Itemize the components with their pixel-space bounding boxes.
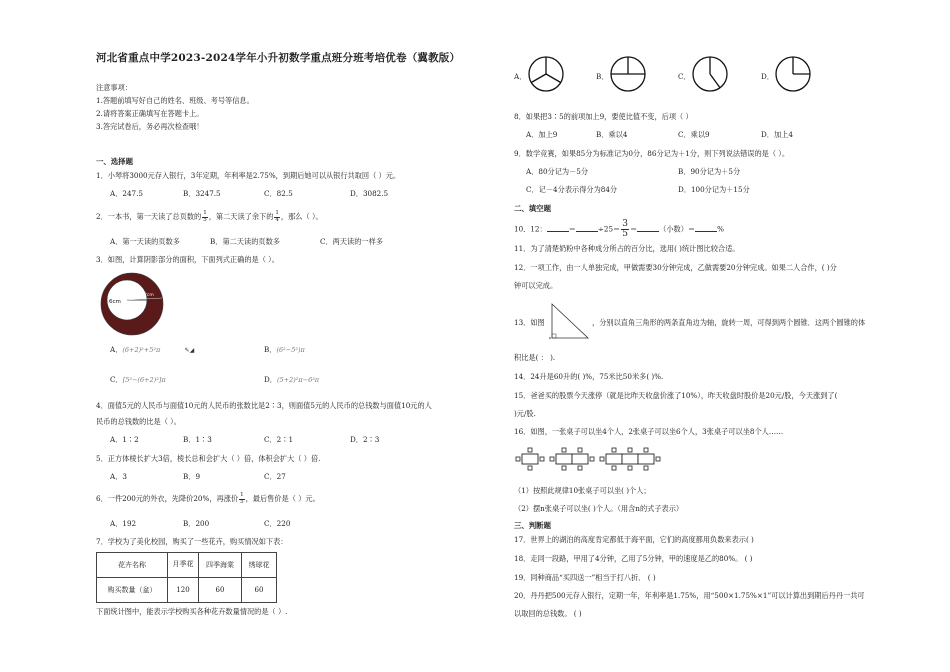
- question-2: 2．一本书，第一天读了总页数的 $\frac{1}{5}$ ，第二天读了余下的 $\frac{1}{4}$ ，那么（ ）。: [96, 210, 323, 223]
- chair-shape: [528, 448, 532, 452]
- pie-option-c: [692, 56, 728, 92]
- question-13-pre: 13．如图: [514, 318, 545, 327]
- q7-option-a[interactable]: A．: [514, 72, 527, 81]
- right-triangle-figure: [548, 300, 592, 342]
- question-3: 3．如图，计算阴影部分的面积，下面列式正确的是（ ）。: [96, 255, 279, 264]
- table-shape: [522, 454, 538, 464]
- note-item: 3.答完试卷后，务必再次检查哦！: [96, 122, 204, 131]
- table-header: 月季花: [168, 553, 199, 578]
- question-17: 17．世界上的湖泊的高度肯定都低于海平面，它们的高度都用负数来表示( ): [514, 535, 754, 544]
- q7-option-b[interactable]: B．: [596, 72, 609, 81]
- question-16: 16．如图，一张桌子可以坐4个人，2张桌子可以坐6个人，3张桌子可以坐8个人……: [514, 427, 784, 436]
- section-judge: 三、判断题: [514, 521, 551, 530]
- table-row: [97, 553, 277, 578]
- figure-label-6cm: 6cm: [109, 299, 121, 305]
- answer-blank[interactable]: [695, 231, 717, 232]
- answer-blank[interactable]: [576, 231, 598, 232]
- question-20-cont: 以取回的总钱数。 ( ): [514, 609, 582, 618]
- table-cell: 120: [168, 578, 199, 603]
- q3-option-a[interactable]: A．(6+2)²+5²π ✎◢: [110, 345, 195, 354]
- chair-shape: [644, 466, 648, 470]
- table-shape: [606, 454, 622, 464]
- q7-option-c[interactable]: C．: [678, 72, 691, 81]
- page-title: 河北省重点中学2023-2024学年小升初数学重点班分班考培优卷（冀教版）: [96, 52, 461, 64]
- fraction: $\frac{1}{5}$: [240, 492, 244, 505]
- q1-option-b[interactable]: B．3247.5: [183, 189, 221, 198]
- table-header: 四季海棠: [199, 553, 242, 578]
- q5-option-c[interactable]: C．27: [264, 472, 286, 481]
- question-5: 5．正方体棱长扩大3倍，棱长总和会扩大（ ）倍，体积会扩大（ ）倍.: [96, 454, 321, 463]
- table-shape: [622, 454, 638, 464]
- q6-option-a[interactable]: A．192: [110, 519, 137, 528]
- question-11: 11．为了清楚奶粉中各种成分所占的百分比，选用( )统计图比较合适。: [514, 244, 740, 253]
- q9-option-d[interactable]: D．100分记为＋15分: [678, 185, 750, 194]
- chair-shape: [562, 448, 566, 452]
- question-14: 14．24升是60升的( )%，75米比50米多( )%.: [514, 372, 664, 381]
- table-cell: 60: [199, 578, 242, 603]
- chair-shape: [550, 457, 554, 461]
- fraction: $\frac{3}{5}$: [622, 219, 628, 239]
- pencil-icon: ✎◢: [184, 347, 195, 354]
- answer-blank[interactable]: [547, 231, 569, 232]
- math-expression: [5²−(6+2)²]π: [122, 376, 166, 384]
- q4-option-a[interactable]: A．1∶2: [110, 435, 139, 444]
- table-row-label: 购买数量（盆）: [97, 578, 168, 603]
- answer-blank[interactable]: [637, 231, 659, 232]
- question-4-cont: 民币的总钱数的比是（ ）。: [96, 417, 181, 426]
- fraction: $\frac{1}{5}$: [203, 210, 207, 223]
- question-13-cont: 积比是( ： ).: [514, 353, 556, 362]
- q2-option-b[interactable]: B．第二天读的页数多: [210, 237, 280, 246]
- question-6: 6．一件200元的外衣，先降价20%，再涨价 $\frac{1}{5}$ ，最后售价是（ ）元。: [96, 492, 320, 505]
- question-16-sub2: （2）摆n张桌子可以坐( )个人。（用含n的式子表示）: [514, 504, 684, 513]
- q4-option-d[interactable]: D．2∶3: [350, 435, 380, 444]
- q1-option-d[interactable]: D．3082.5: [350, 189, 389, 198]
- notes-heading: 注意事项：: [96, 83, 132, 92]
- pie-option-a: [528, 56, 564, 92]
- q6-option-b[interactable]: B．200: [183, 519, 210, 528]
- table-shape: [572, 454, 588, 464]
- q1-option-a[interactable]: A．247.5: [110, 189, 143, 198]
- q2-option-a[interactable]: A．第一天读的页数多: [110, 237, 180, 246]
- question-7: 7．学校为了美化校园，购买了一些花卉，购买情况如下表：: [96, 537, 288, 546]
- q8-option-d[interactable]: D．加上4: [761, 130, 793, 139]
- table-header: 绣球花: [242, 553, 277, 578]
- fraction: $\frac{1}{4}$: [275, 210, 279, 223]
- section-fill: 二、填空题: [514, 204, 551, 213]
- q6-option-c[interactable]: C．220: [264, 519, 291, 528]
- q9-option-c[interactable]: C．记－4分表示得分为84分: [526, 185, 618, 194]
- table-header: 花卉名称: [97, 553, 168, 578]
- question-13-post: ，分别以直角三角形的两条直角边为轴，旋转一周，可得到两个圆锥．这两个圆锥的体: [592, 318, 866, 327]
- table-cell: 60: [242, 578, 277, 603]
- chair-shape: [644, 448, 648, 452]
- question-19: 19．同种商品“买四送一”相当于打八折． ( ): [514, 573, 656, 582]
- chair-shape: [612, 448, 616, 452]
- q8-option-c[interactable]: C．乘以9: [678, 130, 710, 139]
- chair-shape: [600, 457, 604, 461]
- q8-option-b[interactable]: B．乘以4: [596, 130, 628, 139]
- question-12: 12．一项工作，由一人单独完成，甲做需要30分钟完成，乙做需要20分钟完成。如果二人合作，( )分: [514, 263, 837, 272]
- question-7-follow: 下面统计图中，能表示学校购买各种花卉数量情况的是（ ）.: [96, 607, 288, 616]
- chair-shape: [516, 457, 520, 461]
- pie-option-b: [610, 56, 646, 92]
- question-4: 4．面值5元的人民币与面值10元的人民币的张数比是2∶3，则面值5元的人民币的总钱数与面值10元的人: [96, 401, 432, 410]
- table-shape: [556, 454, 572, 464]
- math-expression: (6+2)²+5²π: [122, 346, 161, 354]
- note-item: 2.请将答案正确填写在答题卡上。: [96, 109, 204, 118]
- chair-shape: [540, 457, 544, 461]
- question-10: 10．12： ＝ ÷25＝ $\frac{3}{5}$ ＝ （小数）＝ %: [514, 219, 724, 239]
- table-row: [97, 578, 277, 603]
- question-16-sub1: （1）按照此规律10张桌子可以坐( )个人；: [514, 486, 651, 495]
- chair-shape: [656, 457, 660, 461]
- chair-shape: [590, 457, 594, 461]
- question-15: 15．爸爸买的股票今天涨停（就是比昨天收盘价涨了10%），昨天收盘时股价是20元/股，今天涨到了(: [514, 391, 838, 400]
- q4-option-b[interactable]: B．1∶3: [183, 435, 212, 444]
- q3-option-d[interactable]: D．(5+2)²π−6²π: [264, 375, 320, 384]
- question-1: 1．小琴将3000元存入银行，3年定期，年利率是2.75%，到期后她可以从银行共取回（ ）元。: [96, 171, 401, 180]
- q1-option-c[interactable]: C．82.5: [264, 189, 293, 198]
- q3-option-c[interactable]: C．[5²−(6+2)²]π: [110, 375, 166, 384]
- section-choice: 一、选择题: [96, 157, 133, 166]
- flower-table: [96, 552, 277, 603]
- chair-shape: [578, 448, 582, 452]
- table-shape: [638, 454, 654, 464]
- q7-option-d[interactable]: D．: [761, 72, 774, 81]
- question-9: 9．数学竞赛，如果85分为标准记为0分，86分记为＋1分，则下列说法错误的是（ ）。: [514, 149, 790, 158]
- chair-shape: [528, 466, 532, 470]
- math-expression: (6²−5²)π: [276, 346, 305, 354]
- note-item: 1.答题前填写好自己的姓名、班级、考号等信息。: [96, 96, 254, 105]
- ring-figure: [100, 272, 164, 336]
- question-8: 8．如果把3∶5的前项加上9，要使比值不变，后项（ ）: [514, 112, 693, 121]
- chair-shape: [612, 466, 616, 470]
- q3-option-b[interactable]: B．(6²−5²)π: [264, 345, 305, 354]
- q9-option-b[interactable]: B．90分记为＋5分: [678, 167, 741, 176]
- question-20: 20．丹丹把500元存入银行，定期一年，年利率是1.75%，用“500×1.75%×1”可以计算出到期后丹丹一共可: [514, 591, 865, 600]
- q9-option-a[interactable]: A．80分记为－5分: [526, 167, 589, 176]
- chair-shape: [578, 466, 582, 470]
- chair-shape: [628, 448, 632, 452]
- question-18: 18．走同一段路，甲用了4分钟，乙用了5分钟，甲的速度是乙的80%。 ( ): [514, 554, 753, 563]
- figure-label-2cm: 2cm: [144, 293, 154, 298]
- question-12-cont: 钟可以完成。: [514, 281, 558, 290]
- question-15-cont: )元/股.: [514, 409, 536, 418]
- math-expression: (5+2)²π−6²π: [276, 376, 320, 384]
- pie-option-d: [775, 56, 811, 92]
- q5-option-a[interactable]: A．3: [110, 472, 127, 481]
- tables-figure: [516, 444, 706, 474]
- q5-option-b[interactable]: B．9: [183, 472, 201, 481]
- q8-option-a[interactable]: A．加上9: [526, 130, 558, 139]
- q2-option-c[interactable]: C．两天读的一样多: [320, 237, 384, 246]
- q4-option-c[interactable]: C．2∶1: [264, 435, 294, 444]
- chair-shape: [628, 466, 632, 470]
- chair-shape: [562, 466, 566, 470]
